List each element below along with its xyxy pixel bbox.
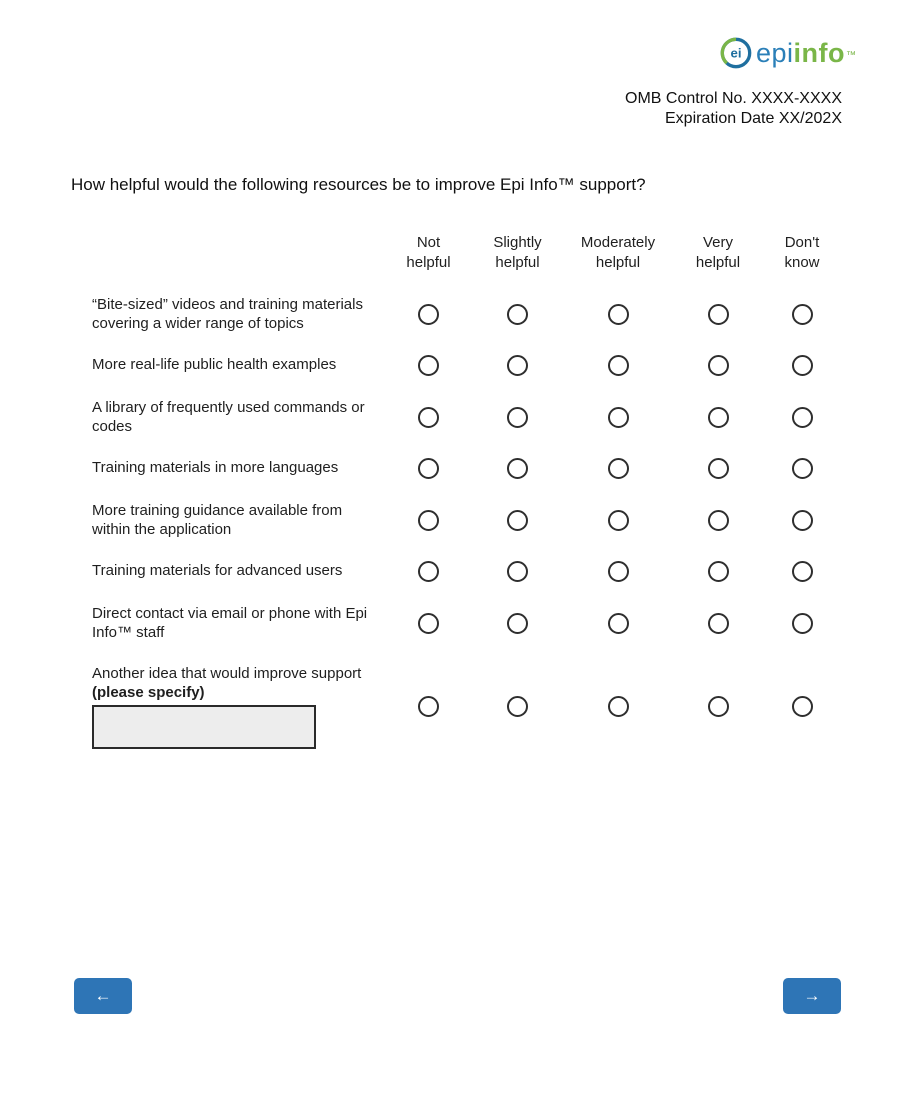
radio-8-very-helpful[interactable] xyxy=(708,696,729,717)
radio-2-moderately-helpful[interactable] xyxy=(608,355,629,376)
matrix-row-advanced-users xyxy=(92,561,834,582)
radio-6-moderately-helpful[interactable] xyxy=(608,561,629,582)
radio-cell xyxy=(570,458,666,479)
row-label-other xyxy=(92,664,392,749)
radio-8-not-helpful[interactable] xyxy=(418,696,439,717)
row-label: Direct contact via email or phone with Epi Info™ staff xyxy=(92,605,368,641)
radio-5-moderately-helpful[interactable] xyxy=(608,510,629,531)
column-header-slightly-helpful xyxy=(465,233,570,273)
radio-cell xyxy=(465,458,570,479)
radio-1-slightly-helpful[interactable] xyxy=(507,304,528,325)
matrix-row-bite-sized-videos xyxy=(92,295,834,333)
row-label: Training materials in more languages xyxy=(92,459,339,476)
radio-6-slightly-helpful[interactable] xyxy=(507,561,528,582)
logo-trademark: ™ xyxy=(846,49,856,61)
matrix-row-direct-contact xyxy=(92,604,834,642)
question-title: How helpful would the following resources be to improve Epi Info™ support? xyxy=(71,175,646,194)
matrix-row-in-app-guidance xyxy=(92,501,834,539)
radio-cell xyxy=(570,561,666,582)
radio-cell xyxy=(392,561,465,582)
svg-text:ei: ei xyxy=(730,45,742,61)
radio-3-dont-know[interactable] xyxy=(792,407,813,428)
other-specify-input[interactable] xyxy=(92,705,316,749)
radio-cell xyxy=(570,501,666,539)
radio-7-dont-know[interactable] xyxy=(792,613,813,634)
radio-cell xyxy=(392,501,465,539)
radio-cell xyxy=(666,458,770,479)
radio-6-very-helpful[interactable] xyxy=(708,561,729,582)
radio-3-slightly-helpful[interactable] xyxy=(507,407,528,428)
radio-cell xyxy=(770,295,834,333)
radio-6-not-helpful[interactable] xyxy=(418,561,439,582)
radio-cell xyxy=(666,501,770,539)
radio-5-dont-know[interactable] xyxy=(792,510,813,531)
radio-cell xyxy=(465,604,570,642)
radio-7-slightly-helpful[interactable] xyxy=(507,613,528,634)
epi-info-logo xyxy=(719,36,856,70)
column-header-very-helpful xyxy=(666,233,770,273)
column-header-dont-know xyxy=(770,233,834,273)
next-button[interactable]: → xyxy=(783,978,841,1014)
radio-cell xyxy=(465,664,570,749)
row-label: “Bite-sized” videos and training materials covering a wider range of topics xyxy=(92,296,363,332)
radio-cell xyxy=(392,458,465,479)
matrix-header-row xyxy=(92,233,834,273)
logo-text-epi: epi xyxy=(755,37,794,68)
radio-7-not-helpful[interactable] xyxy=(418,613,439,634)
column-header-moderately-helpful xyxy=(570,233,666,273)
radio-4-not-helpful[interactable] xyxy=(418,458,439,479)
radio-cell xyxy=(465,398,570,436)
row-label: More training guidance available from within the application xyxy=(92,502,343,538)
row-label: More real-life public health examples xyxy=(92,356,337,373)
radio-5-very-helpful[interactable] xyxy=(708,510,729,531)
radio-7-moderately-helpful[interactable] xyxy=(608,613,629,634)
back-button[interactable]: ← xyxy=(74,978,132,1014)
radio-cell xyxy=(465,295,570,333)
radio-cell xyxy=(465,501,570,539)
radio-8-dont-know[interactable] xyxy=(792,696,813,717)
radio-6-dont-know[interactable] xyxy=(792,561,813,582)
radio-8-moderately-helpful[interactable] xyxy=(608,696,629,717)
radio-4-dont-know[interactable] xyxy=(792,458,813,479)
omb-expiration-date: Expiration Date XX/202X xyxy=(665,110,842,127)
radio-5-slightly-helpful[interactable] xyxy=(507,510,528,531)
radio-cell xyxy=(570,398,666,436)
radio-2-dont-know[interactable] xyxy=(792,355,813,376)
column-header-line: helpful xyxy=(406,254,451,271)
row-label: A library of frequently used commands or codes xyxy=(92,399,365,435)
column-header-line: Don't xyxy=(784,234,820,251)
radio-cell xyxy=(770,604,834,642)
radio-cell xyxy=(770,664,834,749)
radio-cell xyxy=(392,355,465,376)
row-label-text: Another idea that would improve support xyxy=(92,665,362,682)
column-header-line: helpful xyxy=(695,254,741,271)
radio-2-not-helpful[interactable] xyxy=(418,355,439,376)
radio-4-slightly-helpful[interactable] xyxy=(507,458,528,479)
rating-matrix xyxy=(92,233,834,749)
radio-cell xyxy=(770,561,834,582)
column-header-not-helpful xyxy=(392,233,465,273)
radio-2-very-helpful[interactable] xyxy=(708,355,729,376)
radio-cell xyxy=(392,398,465,436)
radio-cell xyxy=(770,355,834,376)
radio-cell xyxy=(392,604,465,642)
radio-3-not-helpful[interactable] xyxy=(418,407,439,428)
radio-cell xyxy=(770,501,834,539)
radio-cell xyxy=(465,355,570,376)
radio-5-not-helpful[interactable] xyxy=(418,510,439,531)
omb-control-block xyxy=(625,89,842,129)
radio-cell xyxy=(465,561,570,582)
matrix-row-another-idea xyxy=(92,664,834,749)
radio-cell xyxy=(770,398,834,436)
radio-1-very-helpful[interactable] xyxy=(708,304,729,325)
radio-cell xyxy=(570,355,666,376)
row-label: Training materials for advanced users xyxy=(92,562,343,579)
radio-cell xyxy=(392,295,465,333)
radio-2-slightly-helpful[interactable] xyxy=(507,355,528,376)
radio-cell xyxy=(666,355,770,376)
radio-cell xyxy=(392,664,465,749)
radio-cell xyxy=(570,295,666,333)
matrix-row-more-languages xyxy=(92,458,834,479)
radio-1-not-helpful[interactable] xyxy=(418,304,439,325)
radio-4-very-helpful[interactable] xyxy=(708,458,729,479)
radio-3-very-helpful[interactable] xyxy=(708,407,729,428)
matrix-row-library-commands xyxy=(92,398,834,436)
radio-7-very-helpful[interactable] xyxy=(708,613,729,634)
radio-cell xyxy=(666,664,770,749)
radio-cell xyxy=(570,664,666,749)
header-spacer xyxy=(92,233,392,273)
column-header-line: Moderately xyxy=(580,234,656,251)
radio-1-dont-know[interactable] xyxy=(792,304,813,325)
radio-cell xyxy=(666,561,770,582)
radio-cell xyxy=(666,398,770,436)
matrix-row-real-life-examples xyxy=(92,355,834,376)
column-header-line: Very xyxy=(702,234,733,251)
logo-text-info: info xyxy=(793,37,845,68)
radio-cell xyxy=(666,295,770,333)
column-header-line: helpful xyxy=(595,254,641,271)
radio-cell xyxy=(770,458,834,479)
epi-info-logo-icon xyxy=(719,36,753,70)
omb-control-number: OMB Control No. XXXX-XXXX xyxy=(625,90,842,107)
column-header-line: Not xyxy=(416,234,441,251)
radio-3-moderately-helpful[interactable] xyxy=(608,407,629,428)
column-header-line: helpful xyxy=(495,254,540,271)
row-label-bold-text: (please specify) xyxy=(92,684,205,701)
radio-8-slightly-helpful[interactable] xyxy=(507,696,528,717)
radio-cell xyxy=(666,604,770,642)
radio-1-moderately-helpful[interactable] xyxy=(608,304,629,325)
column-header-line: Slightly xyxy=(493,234,542,251)
radio-4-moderately-helpful[interactable] xyxy=(608,458,629,479)
column-header-line: know xyxy=(784,254,820,271)
radio-cell xyxy=(570,604,666,642)
